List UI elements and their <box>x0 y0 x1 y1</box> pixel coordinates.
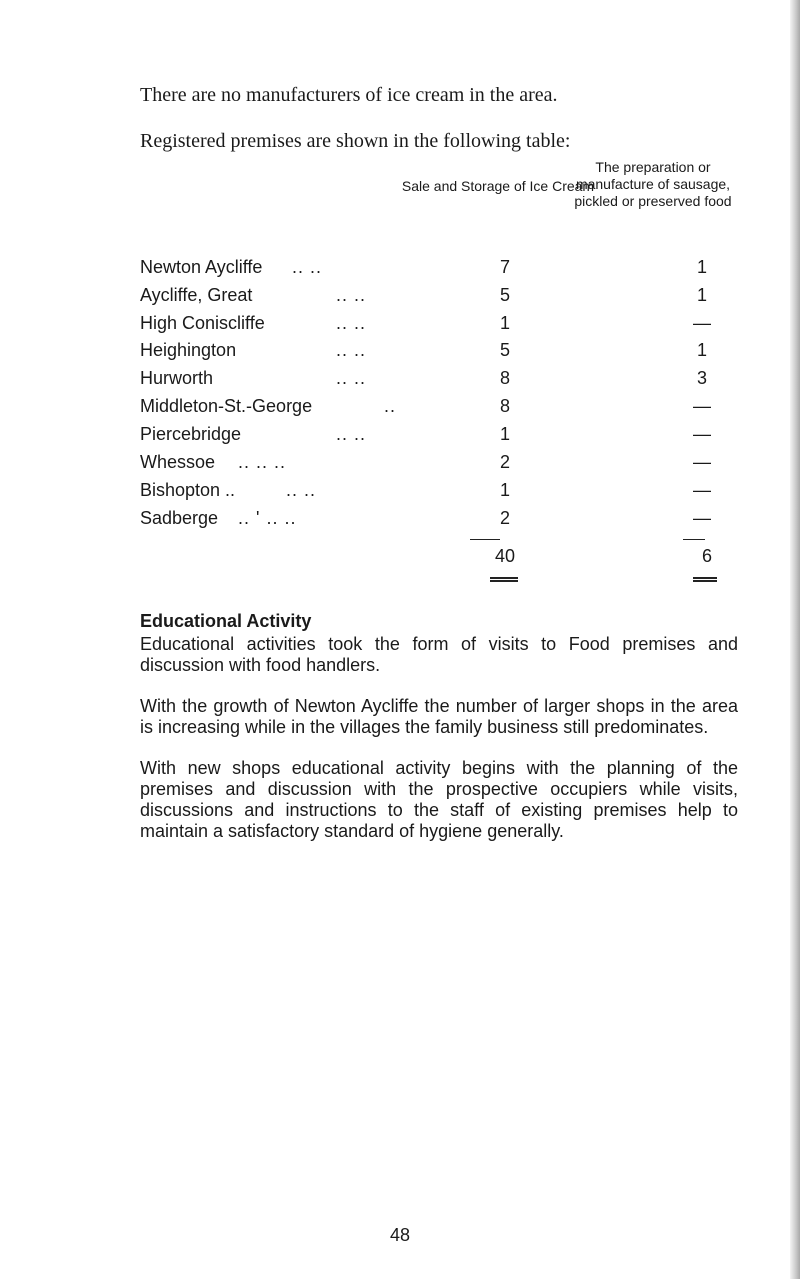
row-ice-cream-count: 2 <box>499 452 510 472</box>
row-leader-dots: .. .. <box>336 368 367 388</box>
row-preserved-count: 1 <box>696 340 707 360</box>
table-row <box>140 452 740 478</box>
row-ice-cream-count: 8 <box>499 368 510 388</box>
row-preserved-count: — <box>693 508 711 528</box>
row-place: High Coniscliffe <box>140 313 265 333</box>
row-ice-cream-count: 1 <box>499 480 510 500</box>
row-preserved-count: — <box>693 452 711 472</box>
subtotal-rule-preserved <box>683 539 705 540</box>
row-preserved-count: 1 <box>696 257 707 277</box>
subtotal-rule-ice-cream <box>470 539 500 540</box>
row-preserved-count: — <box>693 313 711 333</box>
row-preserved-count: — <box>693 424 711 444</box>
row-leader-dots: .. .. <box>336 285 367 305</box>
intro-line-1: There are no manufacturers of ice cream in the area. <box>140 84 558 106</box>
table-row <box>140 257 740 283</box>
row-preserved-count: — <box>693 396 711 416</box>
paragraph: With new shops educational activity begins with the planning of the premises and discussion with the prospective occupiers while visits, discussions and instructions to the staff of existing premises help to maintain a satisfactory standard of hygiene generally. <box>140 758 738 841</box>
total-double-rule-preserved <box>693 577 717 582</box>
row-place: Newton Aycliffe <box>140 257 263 277</box>
row-place: Whessoe <box>140 452 216 472</box>
paragraph: With the growth of Newton Aycliffe the number of larger shops in the area is increasing while in the villages the family business still predominates. <box>140 696 738 737</box>
row-preserved-count: 1 <box>696 285 707 305</box>
row-place: Hurworth <box>140 368 214 388</box>
row-leader-dots: .. <box>384 396 397 416</box>
table-row <box>140 313 740 339</box>
row-ice-cream-count: 2 <box>499 508 510 528</box>
table-row <box>140 480 740 506</box>
table-row <box>140 396 740 422</box>
row-ice-cream-count: 5 <box>499 285 510 305</box>
row-ice-cream-count: 8 <box>499 396 510 416</box>
page-edge-shadow <box>790 0 800 1279</box>
table-row <box>140 508 740 534</box>
row-preserved-count: 3 <box>696 368 707 388</box>
row-place: Sadberge <box>140 508 219 528</box>
section-heading: Educational Activity <box>140 611 312 631</box>
table-row <box>140 424 740 450</box>
page-number: 48 <box>389 1225 411 1245</box>
row-ice-cream-count: 5 <box>499 340 510 360</box>
row-leader-dots: .. .. <box>336 340 367 360</box>
row-ice-cream-count: 1 <box>499 424 510 444</box>
row-place: Aycliffe, Great <box>140 285 253 305</box>
column-header-ice-cream: Sale and Storage of Ice Cream <box>401 178 595 194</box>
table-row <box>140 340 740 366</box>
table-row <box>140 368 740 394</box>
total-ice-cream: 40 <box>494 546 516 566</box>
row-leader-dots: .. .. <box>286 480 317 500</box>
total-double-rule-ice-cream <box>490 577 518 582</box>
row-place: Bishopton .. <box>140 480 236 500</box>
row-place: Middleton-St.-George <box>140 396 313 416</box>
total-preserved: 6 <box>701 546 712 566</box>
row-leader-dots: .. ' .. .. <box>238 508 297 528</box>
table-row <box>140 285 740 311</box>
row-leader-dots: .. .. <box>336 313 367 333</box>
row-preserved-count: — <box>693 480 711 500</box>
row-leader-dots: .. .. <box>292 257 323 277</box>
intro-line-2: Registered premises are shown in the following table: <box>140 130 571 152</box>
row-ice-cream-count: 7 <box>499 257 510 277</box>
row-place: Piercebridge <box>140 424 242 444</box>
row-leader-dots: .. .. <box>336 424 367 444</box>
row-leader-dots: .. .. .. <box>238 452 287 472</box>
column-header-preserved-food: The preparation or manufacture of sausage, pickled or preserved food <box>574 159 732 209</box>
row-ice-cream-count: 1 <box>499 313 510 333</box>
paragraph: Educational activities took the form of visits to Food premises and discussion with food handlers. <box>140 634 738 675</box>
row-place: Heighington <box>140 340 237 360</box>
